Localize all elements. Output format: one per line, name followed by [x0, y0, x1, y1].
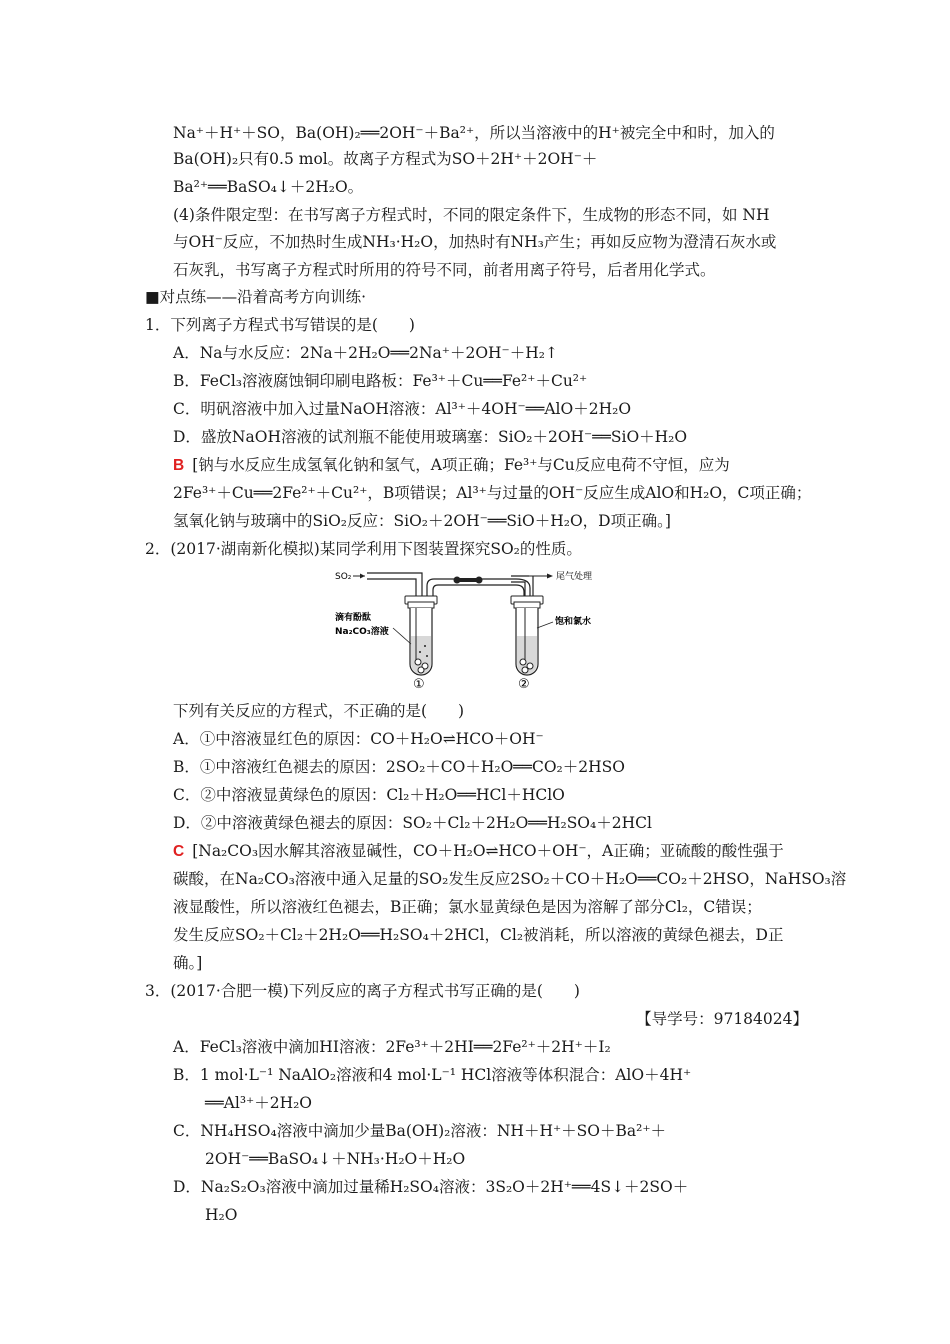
option-a: A．Na与水反应：2Na＋2H₂O══2Na⁺＋2OH⁻＋H₂↑ — [173, 344, 558, 362]
question-3: 3．(2017·合肥一模)下列反应的离子方程式书写正确的是( ) — [145, 982, 580, 1000]
explanation-line: B [钠与水反应生成氢氧化钠和氢气，A项正确；Fe³⁺与Cu反应电荷不守恒，应为 — [173, 456, 730, 474]
question-2-stem: 下列有关反应的方程式，不正确的是( ) — [173, 702, 465, 720]
explanation-line: 氢氧化钠与玻璃中的SiO₂反应：SiO₂＋2OH⁻══SiO＋H₂O，D项正确。] — [173, 512, 671, 530]
option-b: B．①中溶液红色褪去的原因：2SO₂＋CO＋H₂O══CO₂＋2HSO — [173, 758, 625, 776]
text-line: Ba²⁺══BaSO₄↓＋2H₂O。 — [173, 178, 364, 196]
option-d: D．盛放NaOH溶液的试剂瓶不能使用玻璃塞：SiO₂＋2OH⁻══SiO＋H₂O — [173, 428, 688, 446]
section-heading: ■对点练——沿着高考方向训练· — [145, 288, 367, 306]
explanation-line: 碳酸，在Na₂CO₃溶液中通入足量的SO₂发生反应2SO₂＋CO＋H₂O══CO₂＋2HSO，NaHSO₃溶 — [173, 870, 847, 888]
text-line: 与OH⁻反应，不加热时生成NH₃·H₂O，加热时有NH₃产生；再如反应物为澄清石灰水或 — [173, 233, 777, 251]
explanation-line: 发生反应SO₂＋Cl₂＋2H₂O══H₂SO₄＋2HCl，Cl₂被消耗，所以溶液的黄绿色褪去，D正 — [173, 926, 784, 944]
option-b: B．1 mol·L⁻¹ NaAlO₂溶液和4 mol·L⁻¹ HCl溶液等体积混合：AlO＋4H⁺ — [173, 1066, 692, 1084]
question-1: 1．下列离子方程式书写错误的是( ) — [145, 316, 415, 334]
text-line: Na⁺＋H⁺＋SO，Ba(OH)₂══2OH⁻＋Ba²⁺，所以当溶液中的H⁺被完全中和时，加入的 — [173, 124, 775, 142]
answer-letter: C — [173, 843, 185, 860]
apparatus-figure — [333, 566, 617, 692]
text-line: 石灰乳，书写离子方程式时所用的符号不同，前者用离子符号，后者用化学式。 — [173, 261, 716, 279]
option-c: C．明矾溶液中加入过量NaOH溶液：Al³⁺＋4OH⁻══AlO＋2H₂O — [173, 400, 632, 418]
option-a: A．①中溶液显红色的原因：CO＋H₂O⇌HCO＋OH⁻ — [173, 730, 544, 748]
so2-label: SO₂ — [335, 572, 352, 582]
option-d: D．Na₂S₂O₃溶液中滴加过量稀H₂SO₄溶液：3S₂O＋2H⁺══4S↓＋2SO＋ — [173, 1178, 689, 1196]
question-2: 2．(2017·湖南新化模拟)某同学利用下图装置探究SO₂的性质。 — [145, 540, 582, 558]
option-b-continued: ══Al³⁺＋2H₂O — [205, 1094, 313, 1112]
option-d: D．②中溶液黄绿色褪去的原因：SO₂＋Cl₂＋2H₂O══H₂SO₄＋2HCl — [173, 814, 652, 832]
explanation-line: 2Fe³⁺＋Cu══2Fe²⁺＋Cu²⁺，B项错误；Al³⁺与过量的OH⁻反应生成AlO和H₂O，C项正确； — [173, 484, 812, 502]
tube1-label: Na₂CO₃溶液 — [335, 627, 389, 637]
option-c: C．②中溶液显黄绿色的原因：Cl₂＋H₂O══HCl＋HClO — [173, 786, 565, 804]
explanation-line: C [Na₂CO₃因水解其溶液显碱性，CO＋H₂O⇌HCO＋OH⁻，A正确；亚硫酸的酸性强于 — [173, 842, 784, 860]
tube2-number: ② — [518, 677, 530, 692]
option-a: A．FeCl₃溶液中滴加HI溶液：2Fe³⁺＋2HI══2Fe²⁺＋2H⁺＋I₂ — [173, 1038, 611, 1056]
text-line: Ba(OH)₂只有0.5 mol。故离子方程式为SO＋2H⁺＋2OH⁻＋ — [173, 150, 598, 168]
text-line: (4)条件限定型：在书写离子方程式时，不同的限定条件下，生成物的形态不同，如 NH — [173, 206, 770, 224]
waste-gas-label: 尾气处理 — [556, 572, 593, 582]
answer-letter: B — [173, 457, 185, 474]
option-b: B．FeCl₃溶液腐蚀铜印刷电路板：Fe³⁺＋Cu══Fe²⁺＋Cu²⁺ — [173, 372, 588, 390]
option-c-continued: 2OH⁻══BaSO₄↓＋NH₃·H₂O＋H₂O — [205, 1150, 466, 1168]
tube1-label: 滴有酚酞 — [335, 613, 372, 623]
option-d-continued: H₂O — [205, 1206, 238, 1224]
tube1-number: ① — [413, 677, 425, 692]
explanation-line: 液显酸性，所以溶液红色褪去，B正确；氯水显黄绿色是因为溶解了部分Cl₂，C错误； — [173, 898, 762, 916]
tube2-label: 饱和氯水 — [555, 617, 592, 627]
option-c: C．NH₄HSO₄溶液中滴加少量Ba(OH)₂溶液：NH＋H⁺＋SO＋Ba²⁺＋ — [173, 1122, 667, 1140]
explanation-line: 确。] — [173, 954, 203, 972]
reference-number: 【导学号：97184024】 — [636, 1010, 808, 1028]
